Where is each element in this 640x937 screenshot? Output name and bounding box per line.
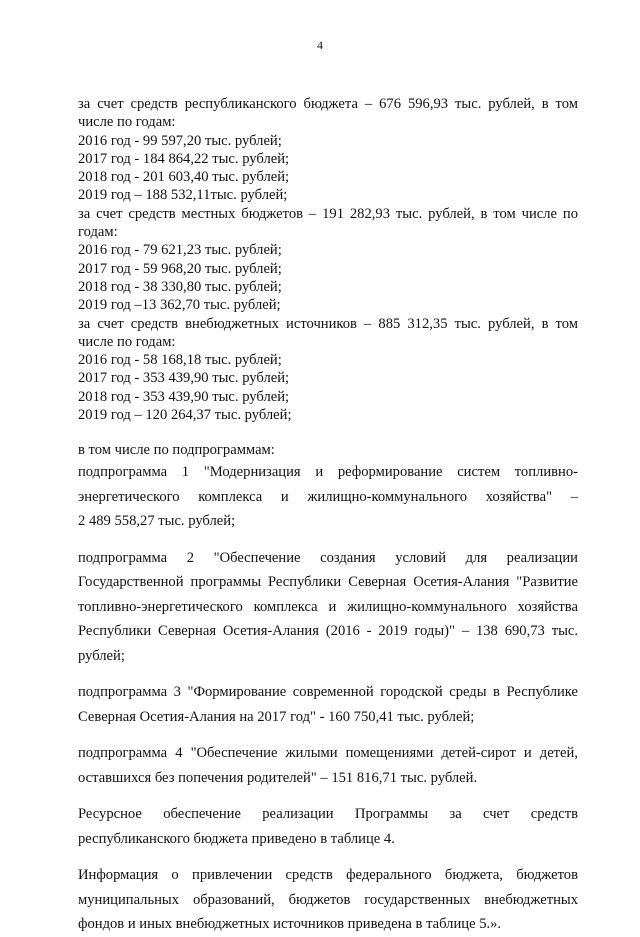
paragraph-line: Северная Осетия-Алания на 2017 год" - 160 750,41 тыс. рублей;: [78, 708, 475, 725]
subprograms-heading: в том числе по подпрограммам:: [78, 442, 275, 459]
funding-year-line: 2016 год - 99 597,20 тыс. рублей;: [78, 132, 282, 149]
paragraph-line: Информация о привлечении средств федерального бюджета, бюджетов: [78, 867, 578, 884]
subprogram-1-paragraph: [78, 460, 578, 534]
funding-year-line: 2019 год – 120 264,37 тыс. рублей;: [78, 407, 292, 424]
funding-year-line: 2016 год - 58 168,18 тыс. рублей;: [78, 352, 282, 369]
funding-year-line: 2019 год –13 362,70 тыс. рублей;: [78, 297, 281, 314]
paragraph-line: подпрограмма 3 "Формирование современной городской среды в Республике: [78, 684, 578, 701]
paragraph-line: Государственной программы Республики Северная Осетия-Алания "Развитие: [78, 574, 578, 591]
paragraph-line: республиканского бюджета приведено в таблице 4.: [78, 830, 395, 847]
funding-intro-line: за счет средств местных бюджетов – 191 282,93 тыс. рублей, в том числе по: [78, 205, 578, 222]
page-content: [78, 95, 578, 937]
paragraph-line: Ресурсное обеспечение реализации Программы за счет средств: [78, 806, 578, 823]
funding-year-line: 2018 год - 353 439,90 тыс. рублей;: [78, 388, 290, 405]
funding-source-republican: [78, 95, 578, 205]
funding-intro-line: числе по годам:: [78, 114, 176, 131]
funding-intro-line: за счет средств республиканского бюджета – 676 596,93 тыс. рублей, в том: [78, 96, 578, 112]
page-number: 4: [317, 38, 323, 52]
paragraph-line: подпрограмма 4 "Обеспечение жилыми помещениями детей-сирот и детей,: [78, 745, 578, 762]
funding-source-extrabudgetary: [78, 315, 578, 425]
paragraph-line: топливно-энергетического комплекса и жилищно-коммунального хозяйства: [78, 598, 578, 615]
funding-year-line: 2016 год - 79 621,23 тыс. рублей;: [78, 242, 282, 259]
funding-information-paragraph: [78, 863, 578, 937]
subprogram-4-paragraph: [78, 741, 578, 790]
paragraph-line: рублей;: [78, 647, 125, 664]
subprogram-2-paragraph: [78, 546, 578, 669]
paragraph-line: оставшихся без попечения родителей" – 151 816,71 тыс. рублей.: [78, 769, 478, 786]
paragraph-line: муниципальных образований, бюджетов государственных внебюджетных: [78, 891, 578, 908]
funding-intro-line: за счет средств внебюджетных источников – 885 312,35 тыс. рублей, в том: [78, 315, 578, 332]
funding-source-local: [78, 205, 578, 315]
funding-year-line: 2018 год - 38 330,80 тыс. рублей;: [78, 278, 282, 295]
paragraph-line: 2 489 558,27 тыс. рублей;: [78, 513, 236, 530]
resource-provision-paragraph: [78, 802, 578, 851]
paragraph-line: подпрограмма 2 "Обеспечение создания условий для реализации: [78, 549, 578, 566]
funding-intro-line: годам:: [78, 224, 118, 241]
funding-intro-line: числе по годам:: [78, 333, 176, 350]
funding-year-line: 2017 год - 184 864,22 тыс. рублей;: [78, 150, 290, 167]
funding-year-line: 2019 год – 188 532,11тыс. рублей;: [78, 187, 288, 204]
funding-year-line: 2018 год - 201 603,40 тыс. рублей;: [78, 169, 290, 186]
subprogram-3-paragraph: [78, 680, 578, 729]
funding-year-line: 2017 год - 353 439,90 тыс. рублей;: [78, 370, 290, 387]
paragraph-line: Республики Северная Осетия-Алания (2016 - 2019 годы)" – 138 690,73 тыс.: [78, 623, 578, 640]
paragraph-line: фондов и иных внебюджетных источников приведена в таблице 5.».: [78, 916, 502, 933]
funding-year-line: 2017 год - 59 968,20 тыс. рублей;: [78, 260, 282, 277]
paragraph-line: энергетического комплекса и жилищно-коммунального хозяйства" –: [78, 488, 578, 505]
paragraph-line: подпрограмма 1 "Модернизация и реформирование систем топливно-: [78, 464, 578, 481]
